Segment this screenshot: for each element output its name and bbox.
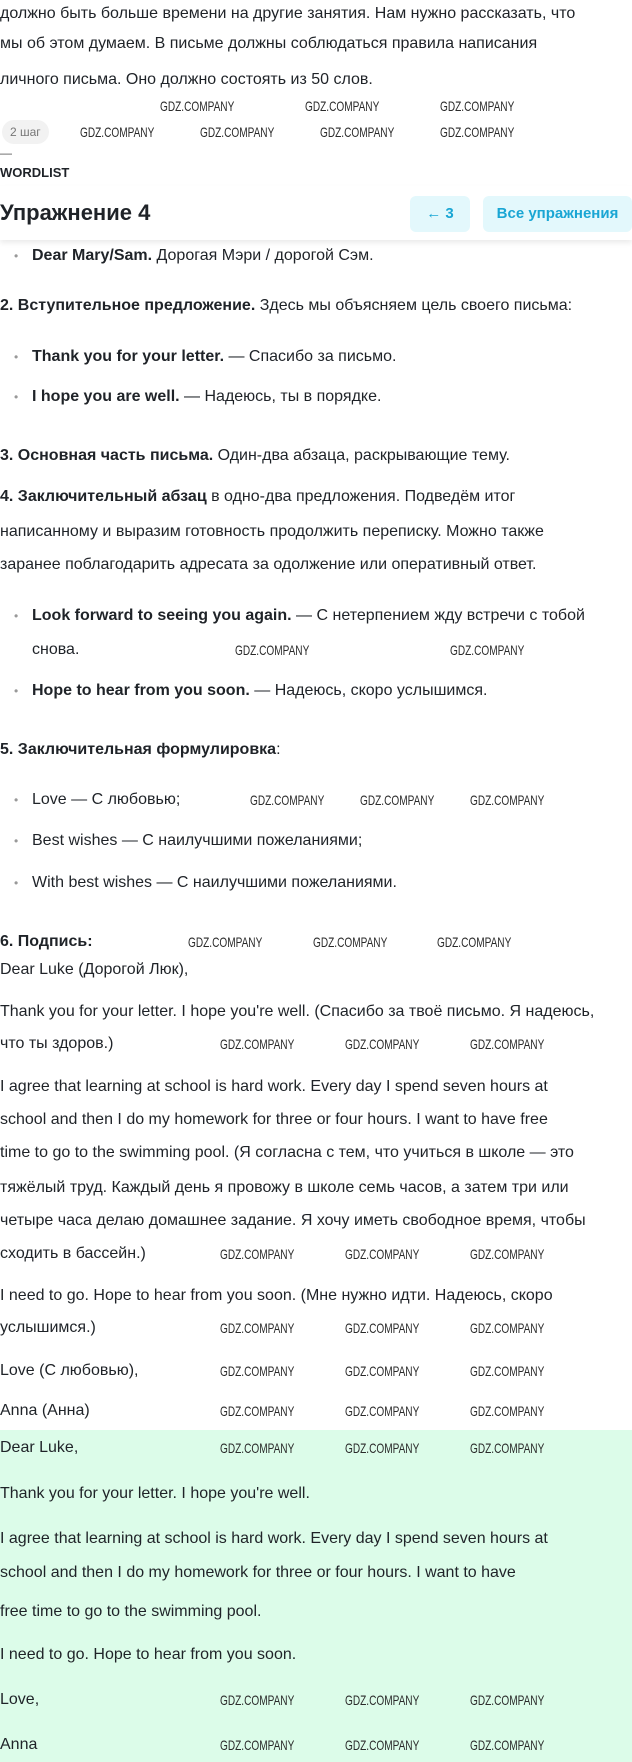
watermark: GDZ.COMPANY xyxy=(345,1737,420,1753)
watermark: GDZ.COMPANY xyxy=(470,1320,545,1336)
prev-exercise-button[interactable]: ← 3 xyxy=(410,196,470,232)
watermark: GDZ.COMPANY xyxy=(220,1737,295,1753)
watermark: GDZ.COMPANY xyxy=(470,1363,545,1379)
watermark: GDZ.COMPANY xyxy=(345,1440,420,1456)
watermark: GDZ.COMPANY xyxy=(313,934,388,950)
list-item: • I hope you are well. — Надеюсь, ты в порядке. xyxy=(14,387,381,407)
answer-line: school and then I do my homework for three or four hours. I want to have xyxy=(0,1564,516,1581)
dash: — xyxy=(0,146,12,160)
translation-line: Anna (Анна) xyxy=(0,1402,90,1419)
translation-line: Love (С любовью), xyxy=(0,1362,139,1379)
watermark: GDZ.COMPANY xyxy=(305,98,380,114)
watermark: GDZ.COMPANY xyxy=(470,1440,545,1456)
section-3: 3. Основная часть письма. Один-два абзаца, раскрывающие тему. xyxy=(0,447,510,464)
section-5: 5. Заключительная формулировка: xyxy=(0,741,281,758)
translation-line: тяжёлый труд. Каждый день я провожу в школе семь часов, а затем три или xyxy=(0,1179,569,1196)
list-item: • Hope to hear from you soon. — Надеюсь, скоро услышимся. xyxy=(14,681,487,701)
step-chip: 2 шаг xyxy=(2,120,49,144)
translation-line: что ты здоров.) xyxy=(0,1035,114,1052)
watermark: GDZ.COMPANY xyxy=(470,1403,545,1419)
answer-line: I need to go. Hope to hear from you soon. xyxy=(0,1646,297,1663)
list-item: • Best wishes — С наилучшими пожеланиями; xyxy=(14,831,362,851)
watermark: GDZ.COMPANY xyxy=(80,124,155,140)
intro-line: личного письма. Оно должно состоять из 50 слов. xyxy=(0,71,373,88)
watermark: GDZ.COMPANY xyxy=(345,1036,420,1052)
watermark: GDZ.COMPANY xyxy=(220,1320,295,1336)
watermark: GDZ.COMPANY xyxy=(470,792,545,808)
list-item: • Dear Mary/Sam. Дорогая Мэри / дорогой Сэм. xyxy=(14,246,374,266)
watermark: GDZ.COMPANY xyxy=(220,1440,295,1456)
watermark: GDZ.COMPANY xyxy=(440,124,515,140)
watermark: GDZ.COMPANY xyxy=(220,1692,295,1708)
answer-line: Love, xyxy=(0,1691,40,1708)
watermark: GDZ.COMPANY xyxy=(345,1403,420,1419)
watermark: GDZ.COMPANY xyxy=(470,1246,545,1262)
watermark: GDZ.COMPANY xyxy=(188,934,263,950)
wordlist-heading: WORDLIST xyxy=(0,165,70,180)
section-6: 6. Подпись: xyxy=(0,933,93,950)
answer-line: free time to go to the swimming pool. xyxy=(0,1603,262,1620)
list-item-continuation: снова. xyxy=(32,641,80,658)
translation-line: сходить в бассейн.) xyxy=(0,1245,146,1262)
translation-line: услышимся.) xyxy=(0,1319,96,1336)
watermark: GDZ.COMPANY xyxy=(345,1692,420,1708)
list-item: • Thank you for your letter. — Спасибо за письмо. xyxy=(14,347,396,367)
watermark: GDZ.COMPANY xyxy=(360,792,435,808)
watermark: GDZ.COMPANY xyxy=(235,642,310,658)
watermark: GDZ.COMPANY xyxy=(220,1363,295,1379)
watermark: GDZ.COMPANY xyxy=(345,1246,420,1262)
answer-line: Anna xyxy=(0,1736,38,1753)
watermark: GDZ.COMPANY xyxy=(160,98,235,114)
translation-line: Dear Luke (Дорогой Люк), xyxy=(0,961,189,978)
list-item: • With best wishes — С наилучшими пожеланиями. xyxy=(14,873,397,893)
section-4: 4. Заключительный абзац в одно-два предложения. Подведём итог xyxy=(0,488,516,505)
watermark: GDZ.COMPANY xyxy=(440,98,515,114)
translation-line: I agree that learning at school is hard work. Every day I spend seven hours at xyxy=(0,1078,548,1095)
all-exercises-button[interactable]: Все упражнения xyxy=(483,196,632,232)
watermark: GDZ.COMPANY xyxy=(320,124,395,140)
watermark: GDZ.COMPANY xyxy=(220,1036,295,1052)
answer-line: Thank you for your letter. I hope you're well. xyxy=(0,1485,310,1502)
answer-box xyxy=(0,1430,632,1762)
translation-line: time to go to the swimming pool. (Я согласна с тем, что учиться в школе — это xyxy=(0,1144,574,1161)
section-4-line: написанному и выразим готовность продолжить переписку. Можно также xyxy=(0,523,544,540)
watermark: GDZ.COMPANY xyxy=(220,1246,295,1262)
watermark: GDZ.COMPANY xyxy=(450,642,525,658)
intro-line: мы об этом думаем. В письме должны соблюдаться правила написания xyxy=(0,35,538,52)
list-item: • Love — С любовью; xyxy=(14,790,180,810)
translation-line: school and then I do my homework for three or four hours. I want to have free xyxy=(0,1111,548,1128)
watermark: GDZ.COMPANY xyxy=(470,1737,545,1753)
page-title: Упражнение 4 xyxy=(0,200,151,225)
translation-line: четыре часа делаю домашнее задание. Я хочу иметь свободное время, чтобы xyxy=(0,1212,586,1229)
watermark: GDZ.COMPANY xyxy=(470,1036,545,1052)
list-item: • Look forward to seeing you again. — С нетерпением жду встречи с тобой xyxy=(14,606,585,626)
translation-line: I need to go. Hope to hear from you soon. (Мне нужно идти. Надеюсь, скоро xyxy=(0,1287,553,1304)
watermark: GDZ.COMPANY xyxy=(250,792,325,808)
watermark: GDZ.COMPANY xyxy=(345,1363,420,1379)
watermark: GDZ.COMPANY xyxy=(470,1692,545,1708)
section-4-line: заранее поблагодарить адресата за одолжение или оперативный ответ. xyxy=(0,556,537,573)
answer-line: Dear Luke, xyxy=(0,1439,79,1456)
answer-line: I agree that learning at school is hard work. Every day I spend seven hours at xyxy=(0,1530,548,1547)
intro-line: должно быть больше времени на другие занятия. Нам нужно рассказать, что xyxy=(0,5,576,22)
translation-line: Thank you for your letter. I hope you're well. (Спасибо за твоё письмо. Я надеюсь, xyxy=(0,1003,595,1020)
watermark: GDZ.COMPANY xyxy=(345,1320,420,1336)
section-2: 2. Вступительное предложение. Здесь мы объясняем цель своего письма: xyxy=(0,297,573,314)
exercise-header xyxy=(0,186,632,240)
watermark: GDZ.COMPANY xyxy=(437,934,512,950)
watermark: GDZ.COMPANY xyxy=(220,1403,295,1419)
watermark: GDZ.COMPANY xyxy=(200,124,275,140)
